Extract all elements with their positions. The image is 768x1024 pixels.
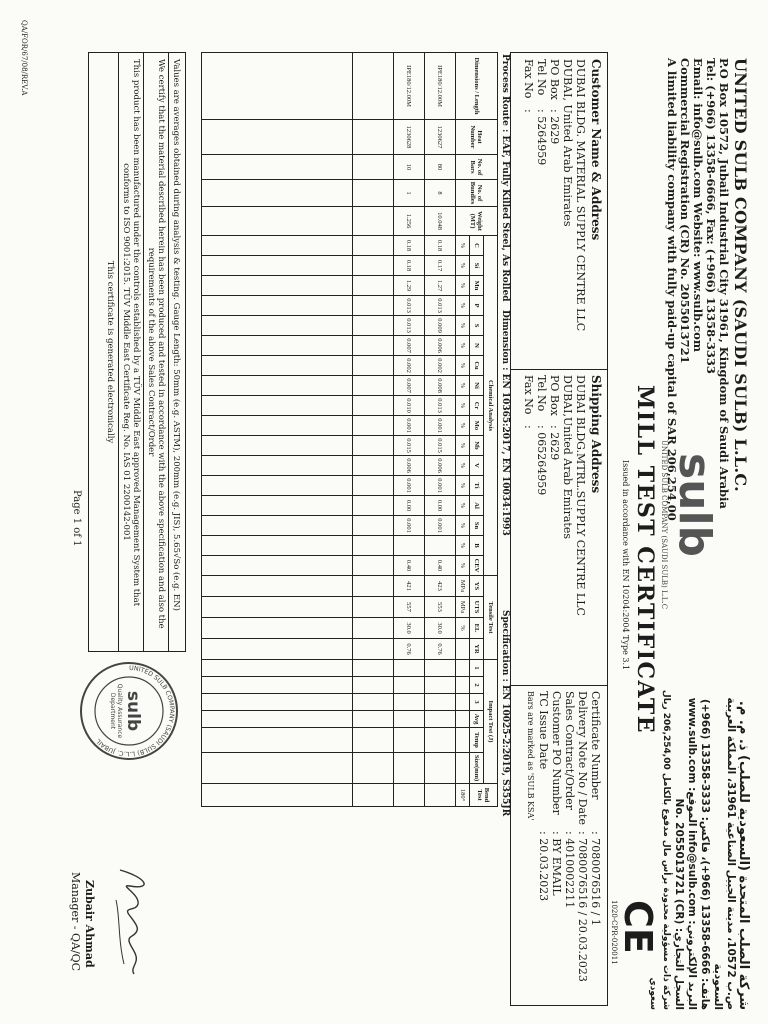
- document-title: MILL TEST CERTIFICATE: [632, 385, 658, 735]
- empty-cell: [202, 207, 353, 236]
- unit-cell: %: [456, 336, 470, 356]
- dimension-cell: IPE180/12.00M: [394, 53, 425, 120]
- impact-cell: [425, 728, 456, 753]
- tensile-cell: 0.76: [394, 639, 425, 660]
- impact-cell: [425, 677, 456, 694]
- chemistry-cell: [394, 536, 425, 556]
- customer-name: DUBAI BLDG. MATERIAL SUPPLY CENTRE LLC: [574, 59, 587, 332]
- empty-cell: [353, 639, 394, 660]
- empty-cell: [202, 416, 353, 436]
- customer-po-label: PO Box: [548, 59, 561, 100]
- customer-tel-value: : 5264959: [535, 109, 548, 166]
- bundles-cell: 8: [425, 180, 456, 207]
- empty-cell: [353, 276, 394, 296]
- empty-cell: [353, 336, 394, 356]
- certificate-info-label: Delivery Note No / Date: [576, 691, 589, 825]
- empty-cell: [353, 784, 394, 807]
- customer-fax-value: :: [522, 109, 535, 113]
- certificate-info-label: Certificate Number: [589, 691, 602, 800]
- chemistry-cell: 0.18: [394, 256, 425, 276]
- tensile-cell: 557: [394, 597, 425, 618]
- column-header: No. of Bundles: [456, 180, 498, 207]
- certificate-info-rows: [537, 691, 602, 999]
- chemistry-cell: 0.007: [394, 376, 425, 396]
- unit-cell: [456, 711, 470, 728]
- chemistry-cell: 0.007: [394, 336, 425, 356]
- tensile-cell: 421: [394, 576, 425, 597]
- element-header: Al: [470, 496, 484, 516]
- company-cr-arabic: السجل التجاري: (CR) No. 2055013721: [673, 798, 685, 1010]
- impact-cell: [425, 711, 456, 728]
- empty-cell: [353, 753, 394, 784]
- empty-cell: [353, 597, 394, 618]
- element-header: P: [470, 296, 484, 316]
- empty-cell: [353, 376, 394, 396]
- empty-cell: [202, 316, 353, 336]
- impact-cell: [394, 728, 425, 753]
- empty-cell: [353, 416, 394, 436]
- empty-cell: [202, 120, 353, 155]
- empty-cell: [353, 496, 394, 516]
- empty-cell: [202, 356, 353, 376]
- sulb-logo-word: sulb: [672, 452, 720, 558]
- impact-header: 3: [470, 694, 484, 711]
- shipping-city: DUBAI,United Arab Emirates: [561, 375, 574, 539]
- element-header: V: [470, 456, 484, 476]
- element-header: Cu: [470, 356, 484, 376]
- chemistry-cell: 0.002: [394, 356, 425, 376]
- note-values: Values are averages obtained during analysis & testing. Gauge Length: 50mm (e.g. ASTM), 200mm (e.g. JIS), 5.65√So (e.g. EN): [168, 53, 185, 651]
- unit-cell: MPa: [456, 597, 470, 618]
- company-capital-arabic: شركة ذات مسؤولية محدودة برأس مال مدفوع بالكامل 206,254,00 ريال سعودي: [648, 689, 671, 1010]
- chemistry-cell: 0.18: [394, 236, 425, 256]
- company-tel-arabic: هاتف: 6666-13358 (966+)، فاكس: 3333-13358 (966+): [699, 698, 711, 1010]
- customer-fax-label: Fax No: [522, 59, 535, 99]
- shipping-tel-value: : 065264959: [535, 425, 548, 496]
- bend-cell: [394, 784, 425, 807]
- address-box: [510, 52, 608, 1006]
- certificate-info-row: [576, 691, 589, 999]
- empty-cell: [202, 516, 353, 536]
- signatory-name: Zubair Ahmad: [83, 880, 96, 968]
- certificate-info-label: TC Issue Date: [537, 691, 550, 770]
- heat-number-cell: 1230628: [394, 120, 425, 155]
- element-header: S: [470, 316, 484, 336]
- empty-cell: [202, 376, 353, 396]
- element-header: N: [470, 336, 484, 356]
- company-name: UNITED SULB COMPANY (SAUDI SULB) L.L.C.: [731, 58, 750, 492]
- empty-cell: [353, 180, 394, 207]
- sulb-logo-icon: [672, 440, 720, 570]
- certificate-info-block: [511, 685, 607, 1005]
- signatory-title: Manager - QA/QC: [69, 872, 82, 972]
- chemistry-cell: 0.010: [394, 396, 425, 416]
- unit-cell: %: [456, 556, 470, 576]
- unit-cell: %: [456, 376, 470, 396]
- certificate-info-label: Sales Contract/Order: [563, 691, 576, 810]
- unit-cell: %: [456, 356, 470, 376]
- company-cr: Commercial Registration (CR) No. 2055013721: [678, 58, 692, 364]
- unit-cell: [456, 728, 470, 753]
- chemistry-cell: [425, 536, 456, 556]
- tensile-cell: 423: [425, 576, 456, 597]
- unit-cell: %: [456, 416, 470, 436]
- empty-cell: [353, 456, 394, 476]
- ce-mark: [610, 900, 658, 964]
- column-header: Dimensions / Length: [456, 53, 498, 120]
- empty-cell: [202, 639, 353, 660]
- element-header: Cr: [470, 396, 484, 416]
- impact-header: 2: [470, 677, 484, 694]
- specification-standard: Specification : EN 10025-2:2019, S355JR: [500, 610, 510, 817]
- chemistry-cell: 0.008: [425, 376, 456, 396]
- shipping-po-label: PO Box: [548, 375, 561, 416]
- empty-cell: [353, 536, 394, 556]
- chemistry-cell: 0.013: [394, 316, 425, 336]
- ce-code: 1020-CPR-020011: [610, 900, 618, 965]
- unit-cell: %: [456, 256, 470, 276]
- empty-cell: [202, 711, 353, 728]
- tensile-test-header: Tensile Test: [484, 576, 498, 660]
- shipping-heading: Shipping Address: [589, 375, 603, 494]
- tensile-header: YS: [470, 576, 484, 597]
- empty-cell: [353, 207, 394, 236]
- unit-cell: %: [456, 618, 470, 639]
- empty-cell: [353, 236, 394, 256]
- table-header-row: [484, 53, 498, 807]
- unit-cell: [456, 660, 470, 677]
- chemistry-cell: 0.001: [425, 516, 456, 536]
- customer-block: [511, 53, 607, 370]
- chemistry-cell: 0.002: [425, 356, 456, 376]
- note-electronic: This certificate is generated electronically: [105, 260, 115, 444]
- stamp-ring-text: UNITED SULB COMPANY (SAUDI SULB) L.L.C. JUBAIL: [95, 664, 176, 758]
- empty-cell: [202, 753, 353, 784]
- empty-cell: [353, 556, 394, 576]
- element-header: Mn: [470, 276, 484, 296]
- unit-cell: %: [456, 536, 470, 556]
- column-header: Weight (MT): [456, 207, 498, 236]
- column-header: No. of Bars: [456, 155, 498, 180]
- chemistry-cell: 0.18: [425, 236, 456, 256]
- signature: [100, 860, 160, 980]
- unit-cell: %: [456, 476, 470, 496]
- empty-cell: [202, 236, 353, 256]
- empty-cell: [353, 516, 394, 536]
- company-email-arabic: البريد الإلكتروني: info@sulb.com الموقع: www.sulb.com: [686, 697, 698, 1010]
- shipping-name: DUBAI BLDG.MTRL.SUPPLY CENTRE LLC: [574, 375, 587, 616]
- empty-cell: [202, 556, 353, 576]
- notes-box: [88, 52, 186, 652]
- chemistry-cell: 1.27: [425, 276, 456, 296]
- tensile-header: YR: [470, 639, 484, 660]
- element-header: Si: [470, 256, 484, 276]
- impact-header: Avg: [470, 711, 484, 728]
- chemistry-cell: 0.006: [425, 336, 456, 356]
- chemistry-cell: 0.001: [425, 476, 456, 496]
- certificate-info-row: [589, 691, 602, 999]
- unit-cell: MPa: [456, 576, 470, 597]
- chemistry-cell: 0.013: [425, 296, 456, 316]
- chemistry-cell: 0.00: [394, 496, 425, 516]
- test-results-table: [201, 52, 498, 807]
- chemistry-cell: 0.001: [394, 476, 425, 496]
- empty-cell: [353, 120, 394, 155]
- note-iso-cont: conforms to ISO 9001:2015. TÜV Middle East Certificate Reg. No. IAS 01 2200142-001: [121, 163, 131, 541]
- impact-cell: [394, 711, 425, 728]
- empty-cell: [353, 576, 394, 597]
- chemistry-cell: 0.17: [425, 256, 456, 276]
- empty-cell: [353, 476, 394, 496]
- heat-number-cell: 1230627: [425, 120, 456, 155]
- element-header: Nb: [470, 436, 484, 456]
- customer-tel-label: Tel No: [535, 59, 548, 96]
- empty-cell: [202, 694, 353, 711]
- certificate-info-row: [537, 691, 550, 999]
- empty-cell: [202, 476, 353, 496]
- ce-mark-icon: CE: [616, 900, 660, 954]
- empty-cell: [353, 711, 394, 728]
- form-code: QA/FOR/67/08/REV.A: [20, 20, 28, 96]
- empty-cell: [353, 660, 394, 677]
- company-address: P.O Box 10572, Jubail Industrial City 31961, Kingdom of Saudi Arabia: [717, 58, 731, 509]
- unit-cell: [456, 694, 470, 711]
- company-address-arabic: ص.ب 10572، مدينة الجبيل الصناعية 31961، المملكة العربية السعودية: [712, 697, 737, 1010]
- shipping-tel-label: Tel No: [535, 375, 548, 412]
- impact-cell: [394, 660, 425, 677]
- process-route: Process Route : EAF, Fully Killed Steel, As Rolled: [500, 54, 510, 302]
- element-header: C: [470, 236, 484, 256]
- impact-header: Size(mm): [470, 753, 484, 784]
- unit-cell: %: [456, 456, 470, 476]
- empty-cell: [353, 396, 394, 416]
- empty-cell: [202, 396, 353, 416]
- column-header: Heat Number: [456, 120, 498, 155]
- element-header: CEV: [470, 556, 484, 576]
- empty-cell: [353, 155, 394, 180]
- table-row: [425, 53, 456, 807]
- company-details-arabic: [646, 680, 750, 1010]
- impact-cell: [394, 694, 425, 711]
- chemistry-cell: 0.001: [394, 416, 425, 436]
- empty-cell: [353, 296, 394, 316]
- chemistry-cell: 0.015: [425, 436, 456, 456]
- empty-cell: [202, 576, 353, 597]
- certificate-info-row: [550, 691, 563, 999]
- tensile-cell: 0.76: [425, 639, 456, 660]
- table-row-empty: [353, 53, 394, 807]
- shipping-block: [511, 369, 607, 686]
- certificate-info-value: : 4010002211: [563, 831, 576, 909]
- note-certify-cont: requirements of the above Sales Contract/Order: [146, 247, 156, 457]
- certificate-info-row: [563, 691, 576, 999]
- empty-cell: [353, 256, 394, 276]
- chemistry-cell: 0.001: [394, 516, 425, 536]
- empty-cell: [202, 456, 353, 476]
- chemistry-cell: 0.006: [425, 456, 456, 476]
- tensile-cell: 30.0: [425, 618, 456, 639]
- unit-cell: %: [456, 436, 470, 456]
- certificate-info-value: : BY EMAIL: [550, 831, 563, 896]
- chemistry-cell: 1.29: [394, 276, 425, 296]
- chemistry-cell: 0.015: [394, 436, 425, 456]
- unit-cell: [456, 677, 470, 694]
- note-certify: We certify that the material described herein has been produced and tested in accordance with the above specification and also the: [156, 59, 166, 629]
- empty-cell: [202, 728, 353, 753]
- weight-cell: 1.256: [394, 207, 425, 236]
- chemistry-cell: 0.013: [425, 396, 456, 416]
- impact-cell: [425, 660, 456, 677]
- company-tel: Tel: (+966) 13358-6666, Fax: (+966) 13358-3333: [704, 58, 718, 374]
- chemical-analysis-header: Chemical Analysis: [484, 236, 498, 576]
- bundles-cell: 1: [394, 180, 425, 207]
- empty-cell: [202, 597, 353, 618]
- empty-cell: [202, 618, 353, 639]
- empty-cell: [202, 784, 353, 807]
- element-header: B: [470, 536, 484, 556]
- dimension-cell: IPE180/12.00M: [425, 53, 456, 120]
- unit-cell: %: [456, 276, 470, 296]
- company-capital: A limited liability company with fully paid-up capital of SAR 206,254,00: [665, 58, 679, 521]
- certificate-info-label: Customer PO Number: [550, 691, 563, 815]
- empty-cell: [202, 276, 353, 296]
- shipping-fax-label: Fax No: [522, 375, 535, 415]
- quality-assurance-stamp: [78, 660, 180, 762]
- empty-cell: [353, 694, 394, 711]
- empty-cell: [202, 256, 353, 276]
- empty-cell: [353, 53, 394, 120]
- stamp-line2: Department: [109, 692, 116, 730]
- unit-cell: %: [456, 516, 470, 536]
- empty-cell: [202, 53, 353, 120]
- empty-cell: [353, 436, 394, 456]
- bend-value: 180°: [456, 784, 470, 807]
- empty-cell: [202, 660, 353, 677]
- company-email: Email: info@sulb.com Website: www.sulb.com: [691, 58, 705, 353]
- note-iso: This product has been manufactured under the controls established by a TÜV Middle East approved Management System that: [131, 59, 141, 607]
- empty-cell: [202, 677, 353, 694]
- shipping-fax-value: :: [522, 425, 535, 429]
- bend-test-header: Bend Test: [470, 784, 498, 807]
- impact-cell: [394, 753, 425, 784]
- table-row: [394, 53, 425, 807]
- customer-city: DUBAI, United Arab Emirates: [561, 59, 574, 227]
- element-header: Ti: [470, 476, 484, 496]
- empty-cell: [353, 728, 394, 753]
- bend-cell: [425, 784, 456, 807]
- unit-cell: %: [456, 496, 470, 516]
- chemistry-cell: 0.013: [394, 296, 425, 316]
- weight-cell: 10.048: [425, 207, 456, 236]
- unit-cell: %: [456, 236, 470, 256]
- empty-cell: [202, 336, 353, 356]
- empty-cell: [202, 296, 353, 316]
- empty-cell: [202, 155, 353, 180]
- tensile-header: UTS: [470, 597, 484, 618]
- empty-cell: [353, 316, 394, 336]
- certificate-info-value: : 20.03.2023: [537, 831, 550, 902]
- certificate-info-value: : 7080076516 / 1: [589, 831, 602, 926]
- chemistry-cell: 0.40: [425, 556, 456, 576]
- stamp-logo-word: sulb: [123, 690, 143, 732]
- chemistry-cell: 0.001: [425, 416, 456, 436]
- impact-header: Temp: [470, 728, 484, 753]
- bars-cell: 10: [394, 155, 425, 180]
- sulb-logo: [660, 440, 720, 610]
- customer-po-value: : 2629: [548, 109, 561, 145]
- impact-cell: [425, 753, 456, 784]
- impact-cell: [394, 677, 425, 694]
- empty-cell: [202, 180, 353, 207]
- impact-cell: [425, 694, 456, 711]
- customer-heading: Customer Name & Address: [589, 59, 603, 241]
- unit-cell: %: [456, 296, 470, 316]
- empty-cell: [202, 436, 353, 456]
- stamp-seal-icon: [78, 660, 180, 762]
- page-number: Page 1 of 1: [71, 490, 82, 547]
- table-row-empty: [202, 53, 353, 807]
- element-header: Sn: [470, 516, 484, 536]
- document-subtitle: Issued in accordance with EN 10204:2004 Type 3.1: [621, 460, 630, 671]
- stamp-line1: Quality Assurance: [116, 683, 123, 739]
- company-name-arabic: شركة الصلب المتحدة (السعودية للصلب) ذ. م. م.: [736, 700, 751, 1010]
- unit-cell: %: [456, 316, 470, 336]
- chemistry-cell: 0.00: [425, 496, 456, 516]
- chemistry-cell: 0.009: [425, 316, 456, 336]
- shipping-po-value: : 2629: [548, 425, 561, 461]
- bars-cell: 80: [425, 155, 456, 180]
- impact-test-header: Impact Test (J): [484, 660, 498, 784]
- chemistry-cell: 0.006: [394, 456, 425, 476]
- empty-cell: [353, 356, 394, 376]
- tensile-header: EL: [470, 618, 484, 639]
- empty-cell: [202, 496, 353, 516]
- unit-cell: %: [456, 396, 470, 416]
- certificate-info-value: : 7080076516 / 20.03.2023: [576, 831, 589, 982]
- element-header: Ni: [470, 376, 484, 396]
- unit-cell: [456, 753, 470, 784]
- unit-cell: [456, 639, 470, 660]
- empty-cell: [202, 536, 353, 556]
- element-header: Mo: [470, 416, 484, 436]
- tensile-cell: 553: [425, 597, 456, 618]
- chemistry-cell: 0.40: [394, 556, 425, 576]
- empty-cell: [353, 677, 394, 694]
- signature-icon: [104, 860, 160, 980]
- impact-header: 1: [470, 660, 484, 677]
- tensile-cell: 30.0: [394, 618, 425, 639]
- bars-marking-note: Bars are marked as 'SULB KSA': [526, 691, 535, 821]
- sulb-logo-caption: UNITED SULB COMPANY (SAUDI SULB) L.L.C: [660, 440, 668, 610]
- dimension-standard: Dimension : EN 10365:2017, EN 10034:1993: [500, 310, 510, 536]
- test-results-table-wrap: [201, 52, 498, 807]
- empty-cell: [353, 618, 394, 639]
